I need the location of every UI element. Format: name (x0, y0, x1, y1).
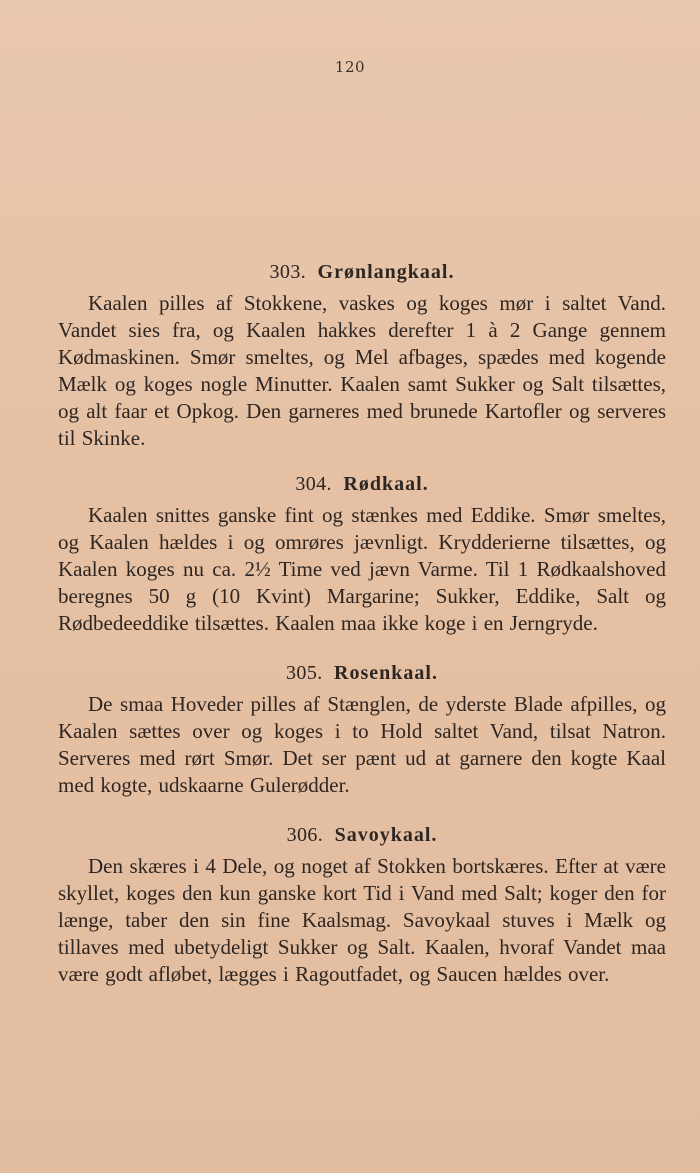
recipe-306 (58, 821, 666, 988)
recipe-name: Rosenkaal. (334, 662, 438, 684)
recipe-number: 304. (295, 473, 332, 495)
recipe-number: 303. (269, 261, 307, 283)
recipe-text: Den skæres i 4 Dele, og noget af Stokken bortskæres. Efter at være skyllet, koges den kun ganske kort Tid i Vand med Salt; koger den for længe, taber den sin fine Kaalsmag. Savoykaal stuves i Mælk og tillaves med ubetydeligt Sukker og Salt. Kaalen, hvoraf Vandet maa være godt afløbet, lægges i Ragoutfadet, og Saucen hældes over. (58, 854, 666, 986)
recipe-number: 305. (286, 662, 323, 684)
page-number: 120 (334, 58, 366, 76)
recipe-name: Rødkaal. (343, 473, 429, 495)
recipe-title (58, 821, 666, 849)
recipe-name: Grønlangkaal. (317, 261, 455, 283)
recipe-name: Savoykaal. (334, 824, 438, 846)
recipe-text: De smaa Hoveder pilles af Stænglen, de yderste Blade afpilles, og Kaalen sættes over og koges i to Hold saltet Vand, tilsat Natron. Serveres med rørt Smør. Det ser pænt ud at garnere den kogte Kaal med kogte, udskaarne Gulerødder. (58, 692, 666, 797)
recipe-title (58, 470, 666, 498)
recipe-title (58, 659, 666, 687)
page-content (58, 258, 666, 988)
recipe-304 (58, 470, 666, 637)
recipe-text: Kaalen pilles af Stokkene, vaskes og koges mør i saltet Vand. Vandet sies fra, og Kaalen hakkes derefter 1 à 2 Gange gennem Kødmaskinen. Smør smeltes, og Mel afbages, spædes med kogende Mælk og koges nogle Minutter. Kaalen samt Sukker og Salt tilsættes, og alt faar et Opkog. Den garneres med brunede Kartofler og serveres til Skinke. (58, 291, 666, 450)
recipe-title (58, 258, 666, 286)
recipe-305 (58, 659, 666, 799)
recipe-text: Kaalen snittes ganske fint og stænkes med Eddike. Smør smeltes, og Kaalen hældes i og omrøres jævnligt. Krydderierne tilsættes, og Kaalen koges nu ca. 2½ Time ved jævn Varme. Til 1 Rødkaalshoved beregnes 50 g (10 Kvint) Margarine; Sukker, Eddike, Salt og Rødbedeeddike tilsættes. Kaalen maa ikke koge i en Jerngryde. (58, 503, 666, 635)
recipe-number: 306. (286, 824, 324, 846)
recipe-303 (58, 258, 666, 452)
